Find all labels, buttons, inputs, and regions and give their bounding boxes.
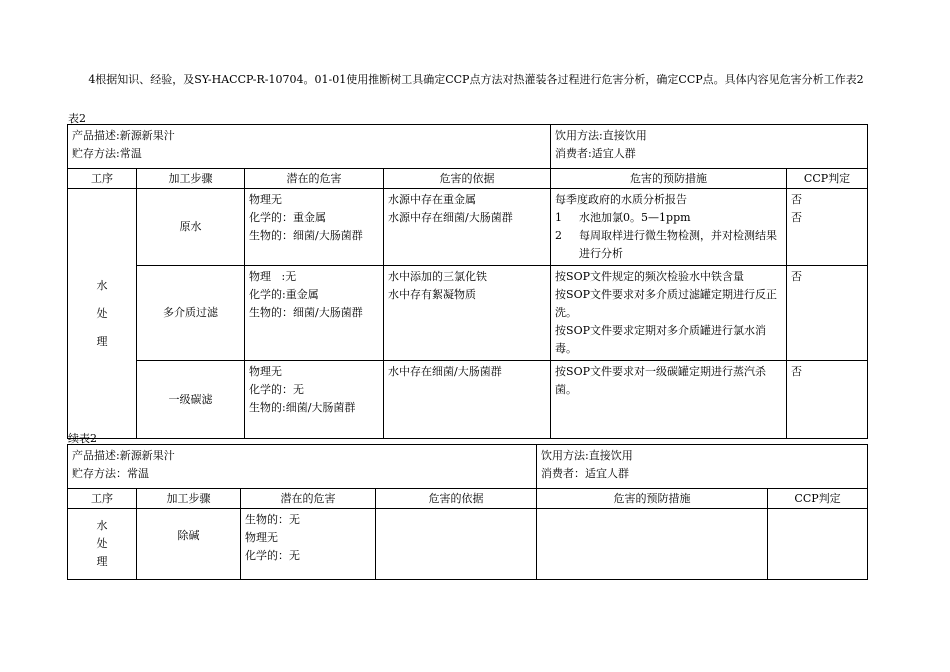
table-row xyxy=(68,266,868,361)
header-basis: 危害的依据 xyxy=(384,169,551,189)
usage-method: 饮用方法:直接饮用 xyxy=(541,449,633,462)
basis-cell: 水源中存在重金属 水源中存在细菌/大肠菌群 xyxy=(384,189,551,266)
storage-method: 贮存方法：常温 xyxy=(72,467,149,480)
header-measures: 危害的预防措施 xyxy=(537,489,768,509)
hazard-cell: 物理无 化学的：重金属 生物的：细菌/大肠菌群 xyxy=(245,189,384,266)
basis-cell: 水中添加的三氯化铁 水中存有絮凝物质 xyxy=(384,266,551,361)
usage-method: 饮用方法:直接饮用 xyxy=(555,129,647,142)
step-cell: 除碱 xyxy=(137,509,241,580)
storage-method: 贮存方法:常温 xyxy=(72,147,142,160)
step-cell: 一级碳滤 xyxy=(137,361,245,439)
hazard-analysis-table xyxy=(67,124,868,439)
header-basis: 危害的依据 xyxy=(376,489,537,509)
hazard-cell: 物理 :无 化学的:重金属 生物的：细菌/大肠菌群 xyxy=(245,266,384,361)
header-process: 工序 xyxy=(68,169,137,189)
product-description: 产品描述:新源新果汁 xyxy=(72,449,175,462)
header-row xyxy=(68,489,868,509)
table1-caption: 表2 xyxy=(68,112,86,125)
product-info-left xyxy=(68,445,537,489)
table-row xyxy=(68,361,868,439)
header-hazard: 潜在的危害 xyxy=(241,489,376,509)
header-measures: 危害的预防措施 xyxy=(551,169,787,189)
hazard-cell: 物理无 化学的：无 生物的:细菌/大肠菌群 xyxy=(245,361,384,439)
intro-paragraph: 4根据知识、经验，及SY-HACCP-R-10704。01-01使用推断树工具确定CCP点方法对热灌装各过程进行危害分析，确定CCP点。具体内容见危害分析工作表2 xyxy=(88,73,864,86)
process-cell: 水 处 理 xyxy=(68,509,137,580)
header-process: 工序 xyxy=(68,489,137,509)
product-info-right xyxy=(537,445,868,489)
ccp-cell: 否 否 xyxy=(787,189,868,266)
measures-cell: 按SOP文件规定的频次检验水中铁含量 按SOP文件要求对多介质过滤罐定期进行反正洗。 按SOP文件要求定期对多介质罐进行氯水消毒。 xyxy=(551,266,787,361)
table-row xyxy=(68,189,868,266)
consumer: 消费者：适宜人群 xyxy=(541,467,630,480)
product-description: 产品描述:新源新果汁 xyxy=(72,129,175,142)
header-row xyxy=(68,169,868,189)
measures-cell: 按SOP文件要求对一级碳罐定期进行蒸汽杀菌。 xyxy=(551,361,787,439)
product-info-row xyxy=(68,125,868,169)
hazard-cell: 生物的：无 物理无 化学的：无 xyxy=(241,509,376,580)
table2-caption: 续表2 xyxy=(68,432,97,445)
ccp-cell: 否 xyxy=(787,361,868,439)
product-info-right xyxy=(551,125,868,169)
product-info-row xyxy=(68,445,868,489)
step-cell: 多介质过滤 xyxy=(137,266,245,361)
header-hazard: 潜在的危害 xyxy=(245,169,384,189)
header-ccp: CCP判定 xyxy=(787,169,868,189)
consumer: 消费者:适宜人群 xyxy=(555,147,636,160)
process-cell: 水 处 理 xyxy=(68,189,137,439)
header-ccp: CCP判定 xyxy=(768,489,868,509)
measures-cell xyxy=(537,509,768,580)
product-info-left xyxy=(68,125,551,169)
basis-cell: 水中存在细菌/大肠菌群 xyxy=(384,361,551,439)
hazard-analysis-table-continued xyxy=(67,444,868,580)
step-cell: 原水 xyxy=(137,189,245,266)
header-step: 加工步骤 xyxy=(137,169,245,189)
table-row xyxy=(68,509,868,580)
measures-cell: 每季度政府的水质分析报告 1 水池加氯0。5—1ppm 2 每周取样进行微生物检测，并对检测结果进行分析 xyxy=(551,189,787,266)
ccp-cell: 否 xyxy=(787,266,868,361)
basis-cell xyxy=(376,509,537,580)
ccp-cell xyxy=(768,509,868,580)
header-step: 加工步骤 xyxy=(137,489,241,509)
